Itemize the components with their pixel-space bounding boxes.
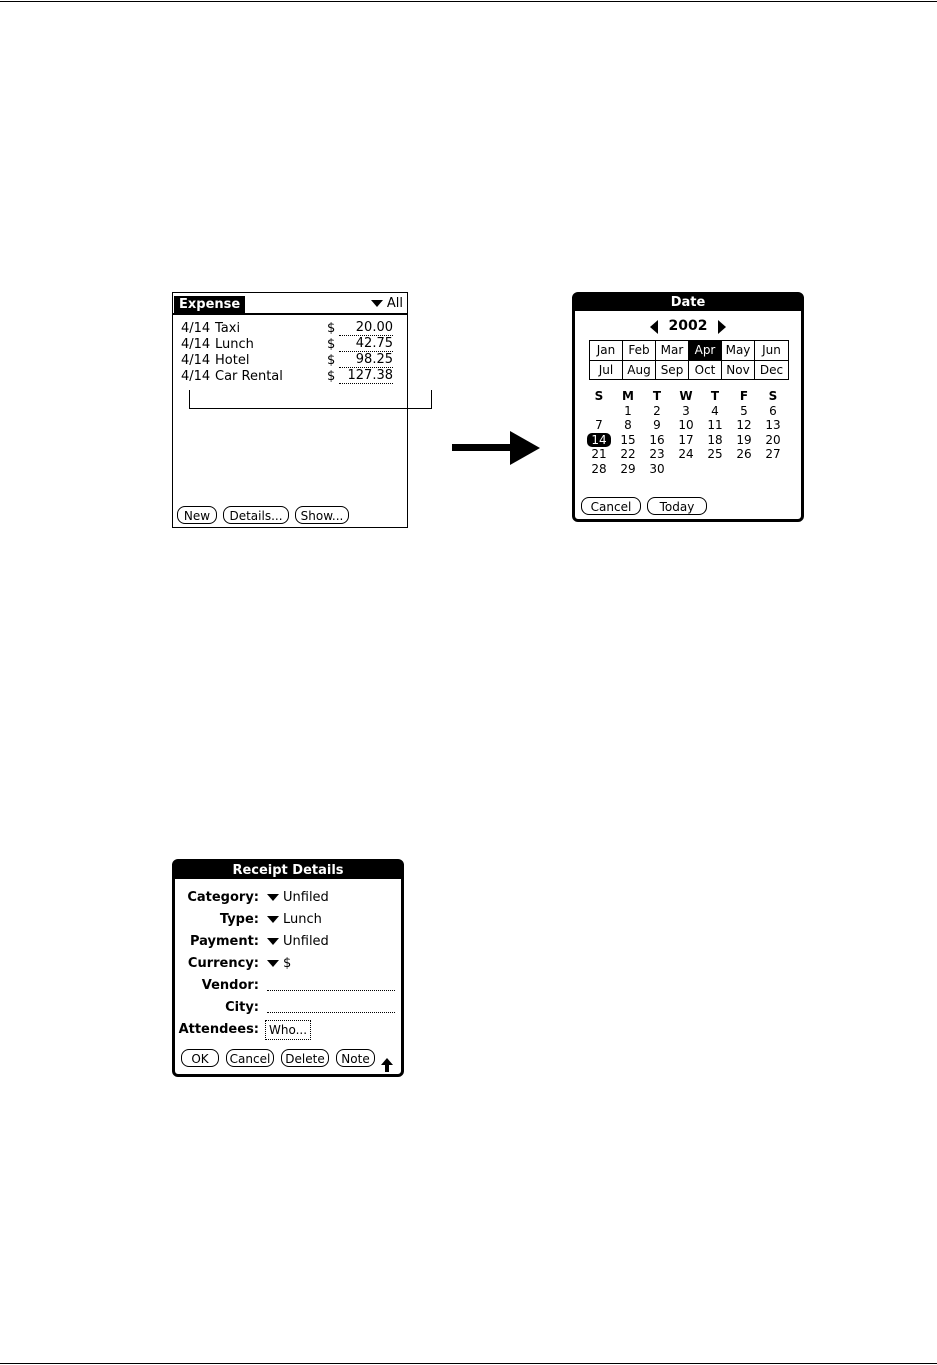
weekday-header: S [768, 389, 778, 403]
expense-currency: $ [327, 321, 336, 336]
expense-currency: $ [327, 369, 336, 384]
day-cell[interactable]: 16 [649, 432, 665, 447]
category-value: All [386, 296, 403, 311]
type-label: Type: [219, 912, 259, 927]
expense-description[interactable]: Hotel [215, 353, 250, 368]
expense-title: Expense [174, 296, 245, 313]
month-grid [589, 340, 789, 380]
expense-row[interactable] [181, 353, 403, 369]
bottom-rule [0, 1363, 937, 1364]
category-picker[interactable] [267, 888, 329, 908]
day-cell[interactable]: 2 [653, 403, 661, 418]
dropdown-triangle-icon [267, 894, 279, 901]
month-oct[interactable]: Oct [689, 361, 722, 380]
expense-date[interactable]: 4/14 [181, 369, 211, 384]
payment-field [175, 932, 401, 952]
scroll-up-arrow-icon[interactable] [381, 1058, 393, 1072]
month-may[interactable]: May [722, 341, 755, 361]
callout-connector-line [189, 390, 432, 409]
receipt-dialog-title: Receipt Details [175, 862, 401, 879]
weekday-header: F [739, 389, 749, 403]
category-label: Category: [187, 890, 259, 905]
right-arrow-icon [452, 431, 540, 465]
day-cell[interactable]: 19 [736, 432, 752, 447]
day-cell[interactable]: 28 [591, 461, 607, 476]
payment-picker[interactable] [267, 932, 329, 952]
city-input[interactable] [267, 1012, 395, 1013]
expense-amount[interactable]: 20.00 [339, 321, 393, 336]
delete-button[interactable]: Delete [281, 1049, 329, 1067]
attendees-label: Attendees: [178, 1022, 259, 1037]
expense-row[interactable] [181, 321, 403, 337]
day-cell[interactable]: 27 [765, 447, 781, 461]
dropdown-triangle-icon [267, 916, 279, 923]
expense-date[interactable]: 4/14 [181, 353, 211, 368]
weekday-header: S [594, 389, 604, 403]
dropdown-triangle-icon [267, 960, 279, 967]
day-cell[interactable]: 29 [620, 461, 636, 476]
currency-picker[interactable] [267, 954, 291, 974]
category-field [175, 888, 401, 908]
expense-titlebar [173, 293, 407, 315]
day-cell[interactable]: 30 [649, 461, 665, 476]
currency-value: $ [283, 956, 292, 971]
payment-label: Payment: [189, 934, 259, 949]
today-button[interactable]: Today [647, 497, 707, 515]
month-feb[interactable]: Feb [623, 341, 656, 361]
type-field [175, 910, 401, 930]
month-jul[interactable]: Jul [590, 361, 623, 380]
date-dialog-title: Date [575, 295, 801, 311]
month-sep[interactable]: Sep [656, 361, 689, 380]
vendor-input[interactable] [267, 990, 395, 991]
expense-description[interactable]: Taxi [215, 321, 241, 336]
expense-date[interactable]: 4/14 [181, 321, 211, 336]
weekday-header: W [679, 389, 693, 403]
previous-year-icon[interactable] [650, 320, 658, 334]
month-jun[interactable]: Jun [755, 341, 788, 361]
day-cell[interactable]: 1 [624, 403, 632, 418]
day-cell[interactable]: 6 [769, 403, 777, 418]
note-button[interactable]: Note [336, 1049, 375, 1067]
day-cell[interactable]: 24 [678, 447, 694, 461]
weekday-header: T [710, 389, 720, 403]
payment-value: Unfiled [283, 934, 329, 949]
expense-row[interactable] [181, 337, 403, 353]
expense-row[interactable] [181, 369, 403, 385]
expense-amount[interactable]: 127.38 [339, 369, 393, 384]
cancel-button[interactable]: Cancel [581, 497, 641, 515]
type-picker[interactable] [267, 910, 322, 930]
year-value: 2002 [668, 318, 708, 334]
day-cell[interactable]: 18 [707, 432, 723, 447]
receipt-details-dialog [172, 859, 404, 1077]
month-apr[interactable]: Apr [689, 341, 722, 361]
month-nov[interactable]: Nov [722, 361, 755, 380]
month-aug[interactable]: Aug [623, 361, 656, 380]
who-button[interactable]: Who... [265, 1020, 311, 1040]
weekday-header: M [622, 389, 634, 403]
next-year-icon[interactable] [718, 320, 726, 334]
currency-label: Currency: [187, 956, 259, 971]
day-cell[interactable]: 7 [595, 418, 603, 432]
year-selector [575, 317, 801, 335]
month-mar[interactable]: Mar [656, 341, 689, 361]
selected-day[interactable]: 14 [587, 433, 611, 447]
weekday-header: T [652, 389, 662, 403]
dropdown-triangle-icon [371, 300, 383, 307]
day-cell[interactable]: 15 [620, 432, 636, 447]
category-picker[interactable] [371, 296, 403, 312]
expense-list [181, 321, 403, 385]
expense-currency: $ [327, 353, 336, 368]
cancel-button[interactable]: Cancel [226, 1049, 274, 1067]
category-value: Unfiled [283, 890, 329, 905]
date-dialog [572, 292, 804, 522]
day-cell[interactable]: 25 [707, 447, 723, 461]
day-cell[interactable]: 13 [765, 418, 781, 432]
day-cell[interactable]: 22 [620, 447, 636, 461]
expense-date[interactable]: 4/14 [181, 337, 211, 352]
dropdown-triangle-icon [267, 938, 279, 945]
top-rule [0, 1, 937, 2]
details-button[interactable]: Details... [223, 506, 289, 524]
day-cell[interactable]: 10 [678, 418, 694, 432]
ok-button[interactable]: OK [181, 1049, 219, 1067]
new-button[interactable]: New [177, 506, 217, 524]
city-label: City: [225, 1000, 259, 1015]
day-cell[interactable]: 21 [591, 447, 607, 461]
city-field [175, 998, 401, 1018]
day-cell[interactable]: 17 [678, 432, 694, 447]
day-cell[interactable]: 12 [736, 418, 752, 432]
vendor-label: Vendor: [201, 978, 259, 993]
type-value: Lunch [283, 912, 322, 927]
day-cell[interactable]: 23 [649, 447, 665, 461]
day-cell[interactable]: 20 [765, 432, 781, 447]
attendees-field [175, 1020, 401, 1040]
expense-amount[interactable]: 42.75 [339, 337, 393, 352]
day-cell[interactable]: 26 [736, 447, 752, 461]
day-cell[interactable]: 5 [740, 403, 748, 418]
title-divider [173, 313, 407, 315]
day-cell[interactable]: 4 [711, 403, 719, 418]
expense-screen [172, 292, 408, 528]
month-dec[interactable]: Dec [759, 363, 784, 377]
day-cell[interactable]: 8 [624, 418, 632, 432]
expense-description[interactable]: Car Rental [215, 369, 283, 384]
day-cell[interactable]: 9 [653, 418, 661, 432]
expense-description[interactable]: Lunch [215, 337, 254, 352]
day-cell[interactable]: 3 [682, 403, 690, 418]
expense-amount[interactable]: 98.25 [339, 353, 393, 368]
month-jan[interactable]: Jan [590, 341, 623, 361]
expense-currency: $ [327, 337, 336, 352]
vendor-field [175, 976, 401, 996]
day-cell[interactable]: 11 [707, 418, 723, 432]
currency-field [175, 954, 401, 974]
show-button[interactable]: Show... [295, 506, 349, 524]
